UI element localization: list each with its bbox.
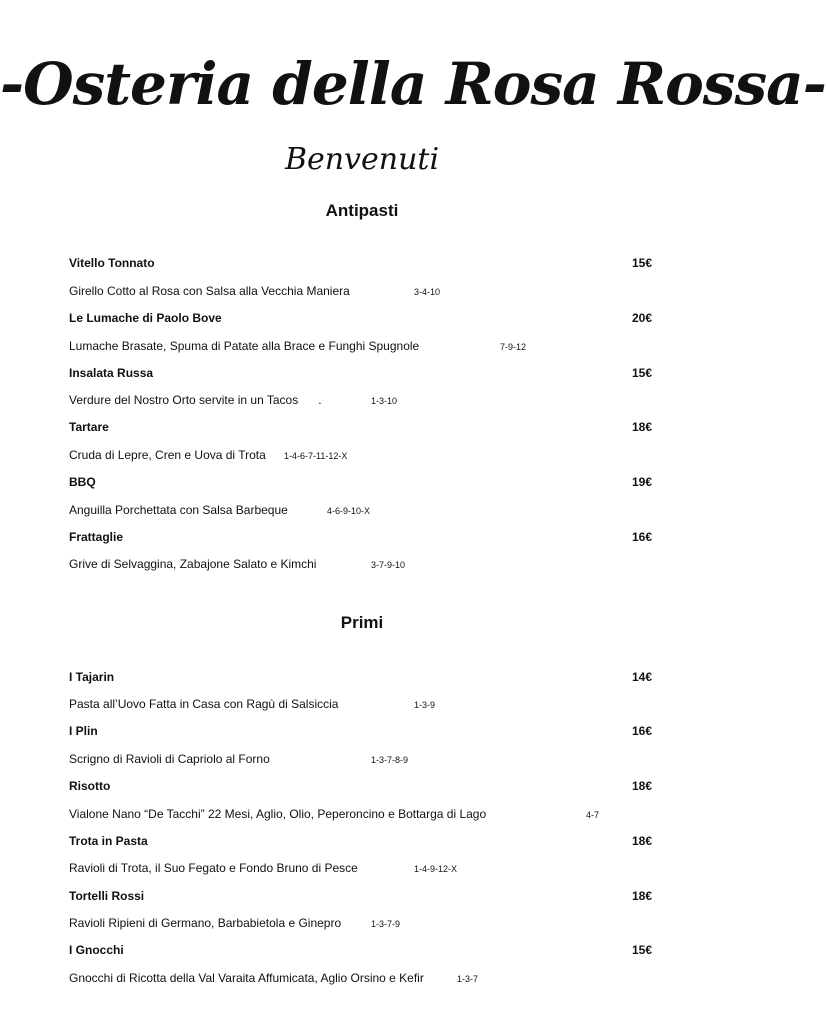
dish-description: Lumache Brasate, Spuma di Patate alla Brace e Funghi Spugnole xyxy=(69,339,420,353)
dish-description: Cruda di Lepre, Cren e Uova di Trota xyxy=(69,448,266,462)
dish-description: Girello Cotto al Rosa con Salsa alla Vecchia Maniera xyxy=(69,284,350,298)
dish-row xyxy=(69,667,652,687)
dish-row xyxy=(69,417,652,437)
dish-name: Trota in Pasta xyxy=(69,834,148,848)
allergen-codes: 1-4-9-12-X xyxy=(414,864,458,874)
dish-description-row xyxy=(69,500,652,520)
dish-name: I Tajarin xyxy=(69,670,115,684)
dish-description: Vialone Nano “De Tacchi” 22 Mesi, Aglio, Olio, Peperoncino e Bottarga di Lago xyxy=(69,807,487,821)
dish-price: 18€ xyxy=(631,420,652,434)
dish-description-row xyxy=(69,804,652,824)
dish-description-row xyxy=(69,554,652,574)
allergen-codes: 1-3-10 xyxy=(371,396,398,406)
dish-name: I Plin xyxy=(69,724,98,738)
restaurant-title: -Osteria della Rosa Rossa- xyxy=(0,50,826,118)
dish-price: 15€ xyxy=(631,256,652,270)
dish-row xyxy=(69,776,652,796)
dish-description-row xyxy=(69,858,652,878)
dish-description-row xyxy=(69,281,652,301)
dish-row xyxy=(69,253,652,273)
dish-price: 15€ xyxy=(631,366,652,380)
dish-row xyxy=(69,363,652,383)
dish-description-row xyxy=(69,336,652,356)
dish-row xyxy=(69,940,652,960)
section-title-antipasti: Antipasti xyxy=(325,201,399,220)
dish-name: Insalata Russa xyxy=(69,366,154,380)
dish-description-row xyxy=(69,968,652,988)
allergen-codes: 3-4-10 xyxy=(414,287,441,297)
dish-price: 19€ xyxy=(631,475,652,489)
dish-name: Le Lumache di Paolo Bove xyxy=(69,311,222,325)
dish-price: 18€ xyxy=(631,889,652,903)
dish-name: BBQ xyxy=(69,475,96,489)
dish-name: I Gnocchi xyxy=(69,943,124,957)
dish-row xyxy=(69,527,652,547)
allergen-codes: 4-6-9-10-X xyxy=(327,506,371,516)
dish-description: Gnocchi di Ricotta della Val Varaita Affumicata, Aglio Orsino e Kefir xyxy=(69,971,424,985)
dish-description: Ravioli Ripieni di Germano, Barbabietola e Ginepro xyxy=(69,916,342,930)
dish-row xyxy=(69,831,652,851)
dish-name: Risotto xyxy=(69,779,111,793)
dish-price: 18€ xyxy=(631,779,652,793)
dish-row xyxy=(69,472,652,492)
dish-description: Anguilla Porchettata con Salsa Barbeque xyxy=(69,503,288,517)
allergen-codes: 1-3-7-9 xyxy=(371,919,401,929)
dish-row xyxy=(69,308,652,328)
dish-description-row xyxy=(69,390,652,410)
dish-description: Grive di Selvaggina, Zabajone Salato e Kimchi xyxy=(69,557,317,571)
dish-price: 16€ xyxy=(631,530,652,544)
allergen-codes: 3-7-9-10 xyxy=(371,560,406,570)
allergen-codes: 7-9-12 xyxy=(500,342,527,352)
allergen-codes: 1-4-6-7-11-12-X xyxy=(284,451,348,461)
dish-row xyxy=(69,721,652,741)
dish-name: Vitello Tonnato xyxy=(69,256,155,270)
dish-price: 20€ xyxy=(631,311,652,325)
dish-description-row xyxy=(69,694,652,714)
dish-description: Pasta all’Uovo Fatta in Casa con Ragù di Salsiccia xyxy=(69,697,339,711)
allergen-codes: 4-7 xyxy=(586,810,600,820)
dish-description-row xyxy=(69,913,652,933)
dish-price: 16€ xyxy=(631,724,652,738)
allergen-codes: 1-3-7 xyxy=(457,974,479,984)
welcome-subtitle: Benvenuti xyxy=(284,142,440,177)
section-title-primi: Primi xyxy=(340,613,384,632)
dish-price: 15€ xyxy=(631,943,652,957)
dish-description-row xyxy=(69,445,652,465)
allergen-codes: 1-3-7-8-9 xyxy=(371,755,409,765)
dish-row xyxy=(69,886,652,906)
allergen-codes: 1-3-9 xyxy=(414,700,436,710)
dish-price: 18€ xyxy=(631,834,652,848)
dish-description-row xyxy=(69,749,652,769)
dish-name: Tartare xyxy=(69,420,109,434)
dish-name: Frattaglie xyxy=(69,530,124,544)
dish-description: Verdure del Nostro Orto servite in un Tacos . xyxy=(69,393,322,407)
dish-description: Scrigno di Ravioli di Capriolo al Forno xyxy=(69,752,270,766)
dish-price: 14€ xyxy=(631,670,652,684)
dish-description: Ravioli di Trota, il Suo Fegato e Fondo Bruno di Pesce xyxy=(69,861,358,875)
dish-name: Tortelli Rossi xyxy=(69,889,145,903)
